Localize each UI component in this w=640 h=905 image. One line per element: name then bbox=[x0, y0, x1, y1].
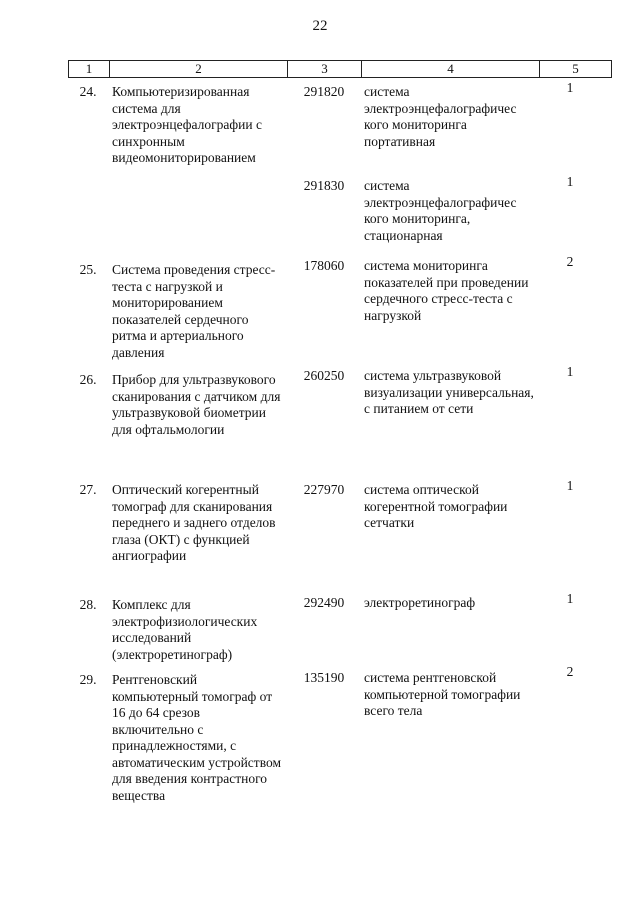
row-number: 27. bbox=[79, 482, 97, 497]
equipment-type: электроретинограф bbox=[364, 595, 476, 610]
equipment-code: 260250 bbox=[303, 368, 345, 383]
equipment-type: система электроэнцефалографичес кого мониторинга, стационарная bbox=[364, 178, 517, 243]
row-number: 24. bbox=[79, 84, 97, 99]
page-number: 22 bbox=[312, 18, 328, 34]
row-number: 25. bbox=[79, 262, 97, 277]
equipment-quantity: 1 bbox=[566, 591, 574, 606]
header-col-2: 2 bbox=[109, 61, 287, 77]
row-number: 28. bbox=[79, 597, 97, 612]
equipment-code: 292490 bbox=[303, 595, 345, 610]
header-col-4: 4 bbox=[361, 61, 539, 77]
equipment-code: 135190 bbox=[303, 670, 345, 685]
header-col-1: 1 bbox=[85, 61, 93, 76]
equipment-name: Компьютеризированная система для электроэнцефалографии с синхронным видеомониторированием bbox=[112, 84, 262, 165]
header-col-5: 5 bbox=[539, 61, 611, 77]
equipment-quantity: 1 bbox=[566, 364, 574, 379]
equipment-name: Комплекс для электрофизиологических исследований (электроретинограф) bbox=[112, 597, 258, 662]
equipment-quantity: 2 bbox=[566, 254, 574, 269]
equipment-type: система ультразвуковой визуализации универсальная, с питанием от сети bbox=[364, 368, 534, 416]
equipment-name: Система проведения стресс-теста с нагрузкой и мониторированием показателей сердечного ритма и артериального давления bbox=[112, 262, 276, 360]
equipment-type: система мониторинга показателей при проведении сердечного стресс-теста с нагрузкой bbox=[364, 258, 529, 323]
equipment-quantity: 1 bbox=[566, 174, 574, 189]
equipment-name: Оптический когерентный томограф для сканирования переднего и заднего отделов глаза (ОКТ) с функцией ангиографии bbox=[112, 482, 276, 563]
equipment-quantity: 1 bbox=[566, 80, 574, 95]
table-header bbox=[68, 60, 612, 78]
row-number: 29. bbox=[79, 672, 97, 687]
row-number: 26. bbox=[79, 372, 97, 387]
equipment-type: система оптической когерентной томографии сетчатки bbox=[364, 482, 508, 530]
equipment-type: система рентгеновской компьютерной томографии всего тела bbox=[364, 670, 521, 718]
equipment-code: 178060 bbox=[303, 258, 345, 273]
equipment-code: 227970 bbox=[303, 482, 345, 497]
equipment-quantity: 1 bbox=[566, 478, 574, 493]
equipment-quantity: 2 bbox=[566, 664, 574, 679]
equipment-type: система электроэнцефалографичес кого мониторинга портативная bbox=[364, 84, 517, 149]
equipment-code: 291820 bbox=[303, 84, 345, 99]
equipment-name: Прибор для ультразвукового сканирования с датчиком для ультразвуковой биометрии для офтальмологии bbox=[112, 372, 281, 437]
header-col-3: 3 bbox=[287, 61, 361, 77]
equipment-code: 291830 bbox=[303, 178, 345, 193]
equipment-name: Рентгеновский компьютерный томограф от 16 до 64 срезов включительно с принадлежностями, с автоматическим устройством для введения контрастного вещества bbox=[112, 672, 282, 803]
